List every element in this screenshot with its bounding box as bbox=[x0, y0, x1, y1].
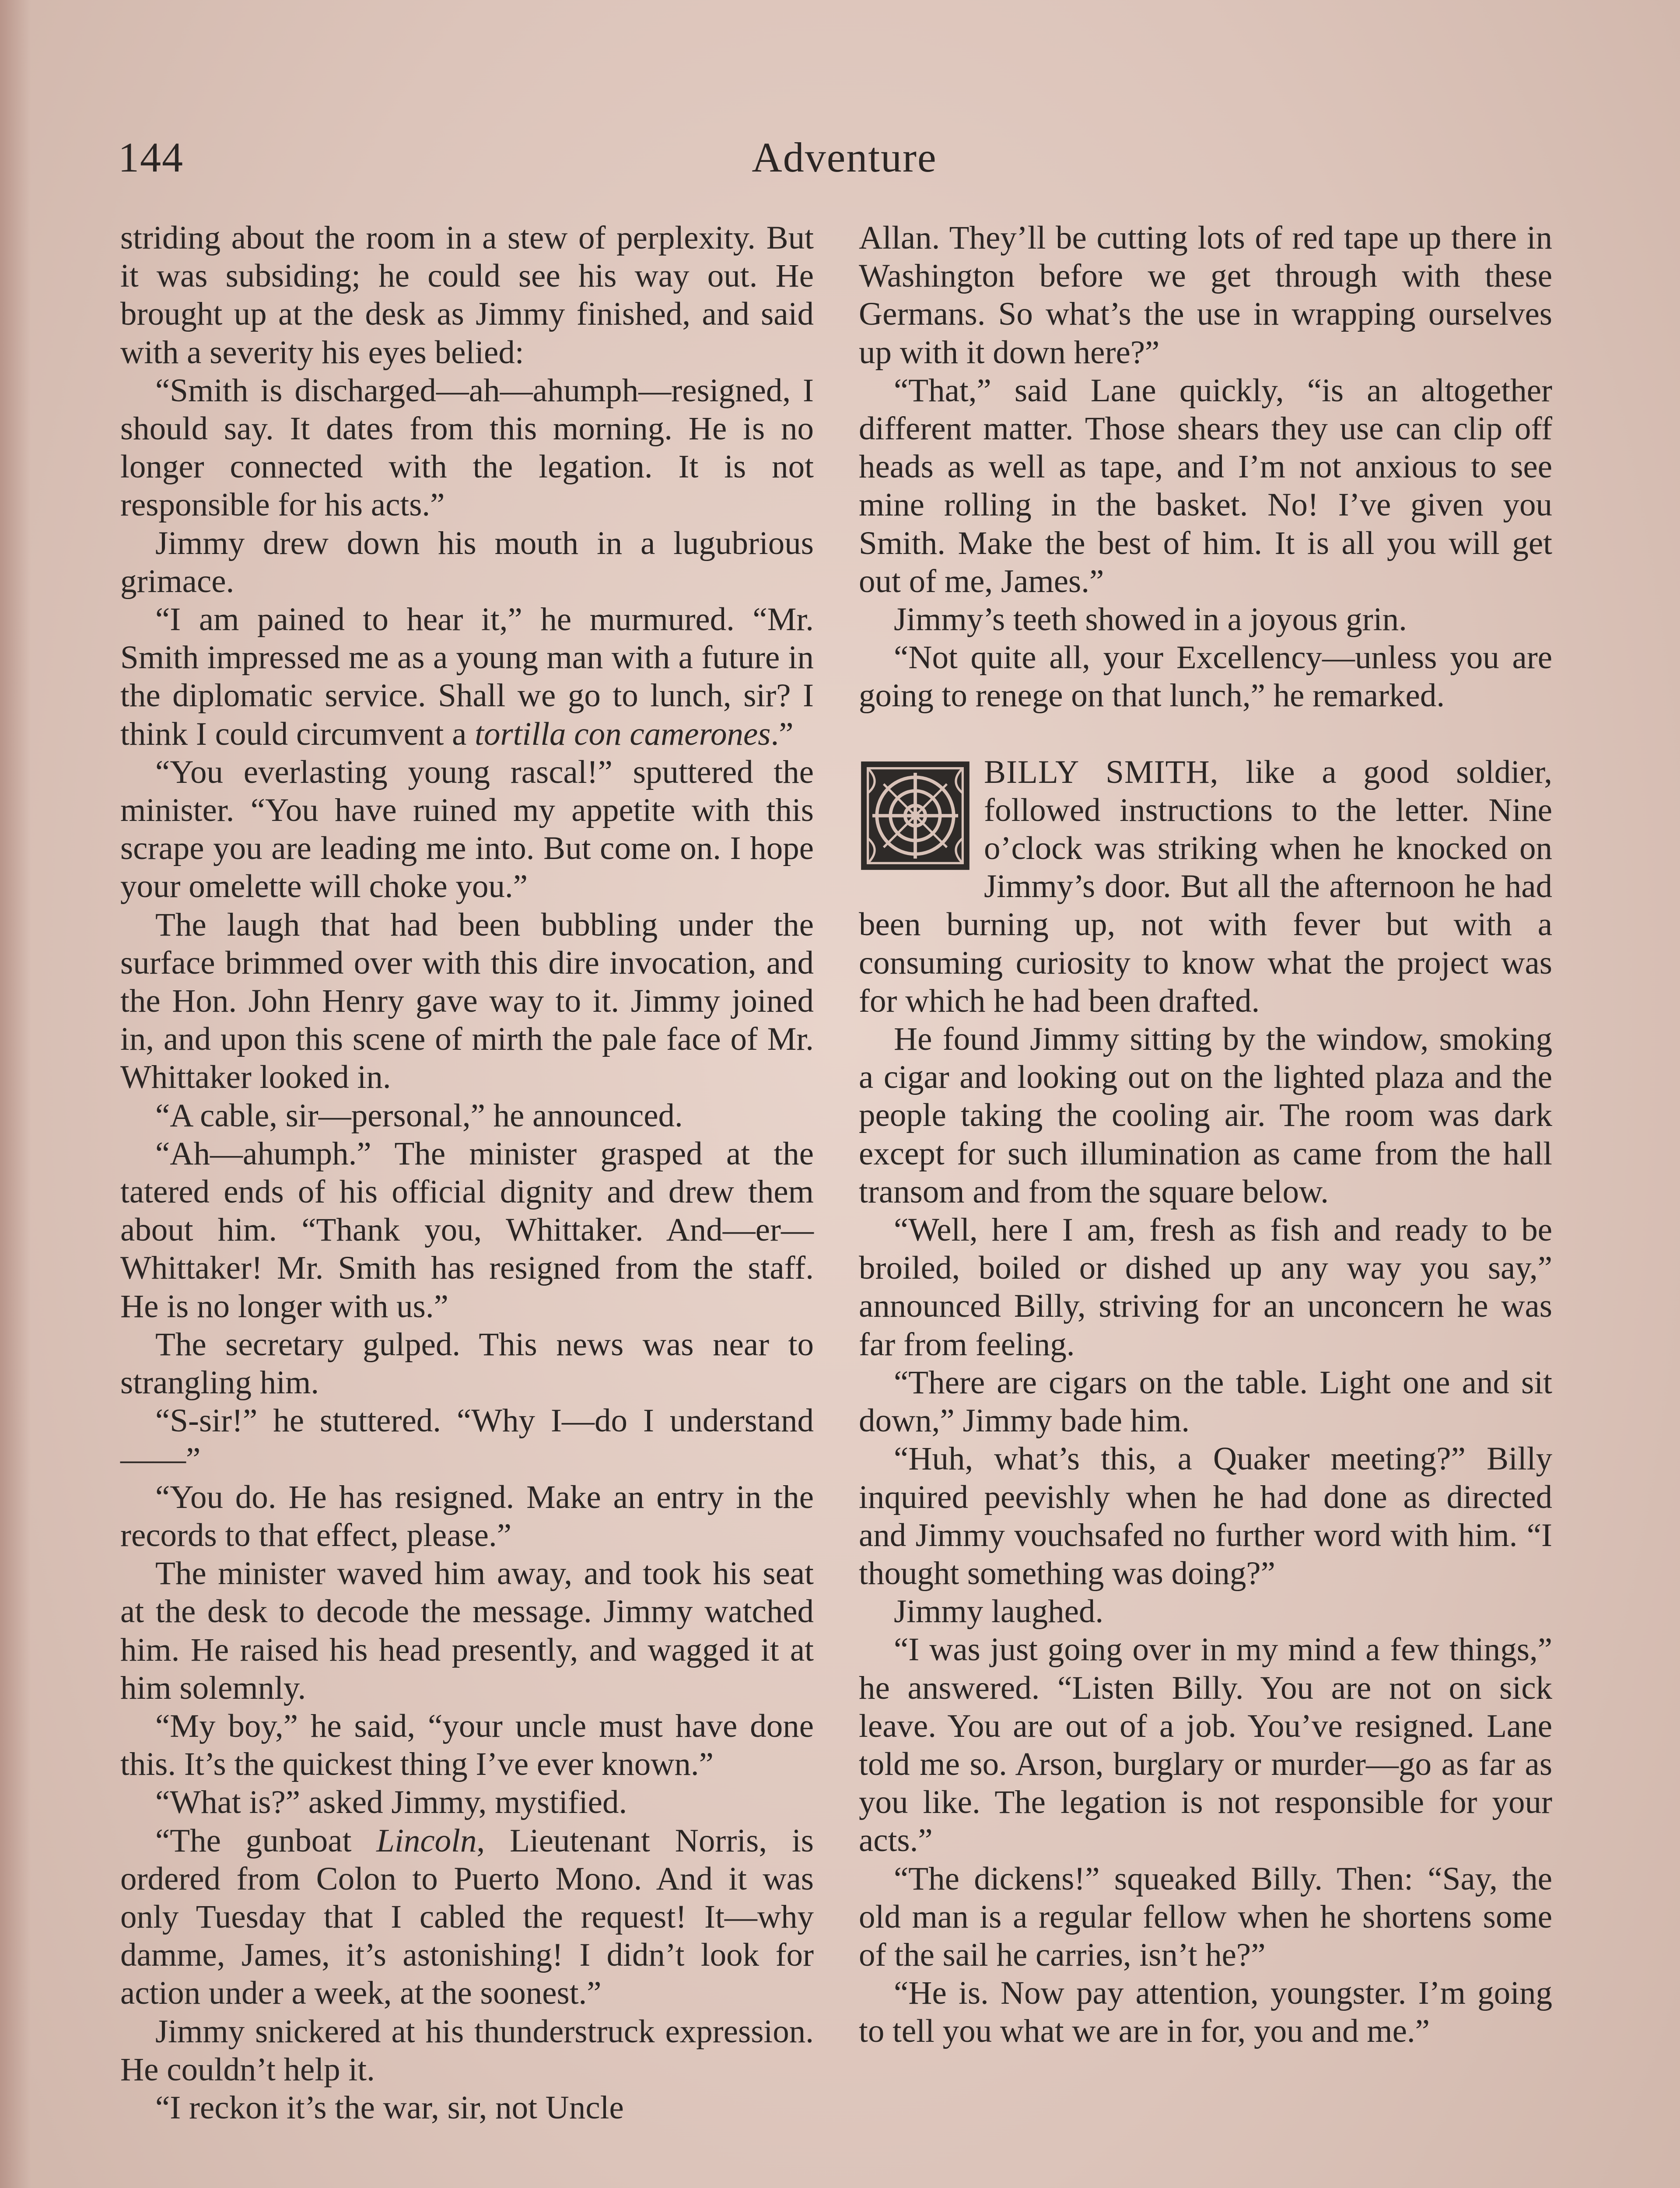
paragraph: striding about the room in a stew of perplexity. But it was subsiding; he could see his way out. He brought up at the desk as Jimmy finished, and said with a severity his eyes belied: bbox=[120, 220, 814, 371]
text-run: .” bbox=[770, 715, 794, 752]
paragraph: “I reckon it’s the war, sir, not Uncle bbox=[155, 2089, 624, 2126]
text-run: “The gunboat bbox=[155, 1822, 377, 1859]
paragraph: Jimmy’s teeth showed in a joyous grin. bbox=[894, 601, 1407, 638]
page-edge-shadow bbox=[0, 0, 31, 2188]
paragraph: “A cable, sir—personal,” he announced. bbox=[155, 1097, 683, 1134]
paragraph: The minister waved him away, and took his seat at the desk to decode the message. Jimmy watched him. He raised his head presently, and wagged it at him solemnly. bbox=[120, 1555, 814, 1706]
paragraph: Jimmy drew down his mouth in a lugubrious grimace. bbox=[120, 525, 814, 600]
text-run: , Lieutenant Norris, is ordered from Colon to Puerto Mono. And it was only Tuesday that I cabled the request! It—why damme, James, it’s astonishing! I didn’t look for action under a week, at the soonest.” bbox=[120, 1822, 814, 2012]
magazine-title: Adventure bbox=[752, 134, 937, 181]
paragraph: The laugh that had been bubbling under the surface brimmed over with this dire invocation, and the Hon. John Henry gave way to it. Jimmy joined in, and upon this scene of mirth the pale face of Mr. Whittaker looked in. bbox=[120, 906, 814, 1096]
paragraph: The secretary gulped. This news was near to strangling him. bbox=[120, 1326, 814, 1401]
paragraph: “Smith is discharged—ah—ahumph—resigned, I should say. It dates from this morning. He is no longer connected with the legation. It is not responsible for his acts.” bbox=[120, 372, 814, 523]
lead-in-caps: BILLY SMITH, bbox=[984, 754, 1219, 790]
paragraph: “You do. He has resigned. Make an entry in the records to that effect, please.” bbox=[120, 1479, 814, 1553]
running-head bbox=[118, 123, 1571, 193]
paragraph: He found Jimmy sitting by the window, smoking a cigar and looking out on the lighted plaza and the people taking the cooling air. The room was dark except for such illumination as came from the hall transom and from the square below. bbox=[859, 1021, 1552, 1210]
paragraph: Jimmy laughed. bbox=[894, 1593, 1104, 1630]
paragraph: “My boy,” he said, “your uncle must have done this. It’s the quickest thing I’ve ever known.” bbox=[120, 1708, 814, 1783]
text-run: “I am pained to hear it,” he murmured. “Mr. Smith impressed me as a young man with a future in the diplomatic service. Shall we go to lunch, sir? I think I could circumvent a bbox=[120, 601, 814, 752]
paragraph: “What is?” asked Jimmy, mystified. bbox=[155, 1784, 627, 1821]
italic-phrase: tortilla con camerones bbox=[475, 715, 771, 752]
paragraph: “Well, here I am, fresh as fish and ready to be broiled, boiled or dished up any way you say,” announced Billy, striving for an unconcern he was far from feeling. bbox=[859, 1212, 1552, 1363]
paragraph: “The dickens!” squeaked Billy. Then: “Say, the old man is a regular fellow when he shortens some of the sail he carries, isn’t he?” bbox=[859, 1860, 1552, 1973]
paragraph: “S-sir!” he stuttered. “Why I—do I understand——” bbox=[120, 1403, 814, 1477]
paragraph: “I was just going over in my mind a few things,” he answered. “Listen Billy. You are not on sick leave. You are out of a job. You’ve resigned. Lane told me so. Arson, burglary or murder—go as far as you like. The legation is not responsible for your acts.” bbox=[859, 1631, 1552, 1859]
paragraph: “You everlasting young rascal!” sputtered the minister. “You have ruined my appetite with this scrape you are leading me into. But come on. I hope your omelette will choke you.” bbox=[120, 754, 814, 905]
paragraph bbox=[120, 1822, 814, 2013]
paragraph-with-ornament bbox=[859, 753, 1552, 1020]
text-run: like a good soldier, followed instructions to the letter. Nine o’clock was striking when he knocked on Jimmy’s door. But all the afternoon he had been burning up, not with fever but with a consuming curiosity to know what the project was for which he had been drafted. bbox=[859, 754, 1552, 1019]
left-column bbox=[120, 219, 814, 2127]
paragraph bbox=[120, 600, 814, 753]
celtic-knot-ornament-icon bbox=[859, 759, 972, 872]
paragraph: “There are cigars on the table. Light one and sit down,” Jimmy bade him. bbox=[859, 1364, 1552, 1439]
paragraph: “Ah—ahumph.” The minister grasped at the tatered ends of his official dignity and drew them about him. “Thank you, Whittaker. And—er—Whittaker! Mr. Smith has resigned from the staff. He is no longer with us.” bbox=[120, 1135, 814, 1325]
paragraph: “Huh, what’s this, a Quaker meeting?” Billy inquired peevishly when he had done as directed and Jimmy vouchsafed no further word with him. “I thought something was doing?” bbox=[859, 1441, 1552, 1592]
ship-name: Lincoln bbox=[376, 1822, 477, 1859]
paragraph: “That,” said Lane quickly, “is an altogether different matter. Those shears they use can clip off heads as well as tape, and I’m not anxious to see mine rolling in the basket. No! I’ve given you Smith. Make the best of him. It is all you will get out of me, James.” bbox=[859, 372, 1552, 600]
section-break bbox=[859, 715, 1552, 753]
right-column bbox=[859, 219, 1552, 2051]
paragraph: “He is. Now pay attention, youngster. I’m going to tell you what we are in for, you and me.” bbox=[859, 1975, 1552, 2050]
paragraph: Allan. They’ll be cutting lots of red tape up there in Washington before we get through with these Germans. So what’s the use in wrapping ourselves up with it down here?” bbox=[859, 220, 1552, 371]
paragraph: “Not quite all, your Excellency—unless you are going to renege on that lunch,” he remarked. bbox=[859, 639, 1552, 714]
page-number: 144 bbox=[118, 134, 184, 181]
paragraph: Jimmy snickered at his thunderstruck expression. He couldn’t help it. bbox=[120, 2013, 814, 2088]
